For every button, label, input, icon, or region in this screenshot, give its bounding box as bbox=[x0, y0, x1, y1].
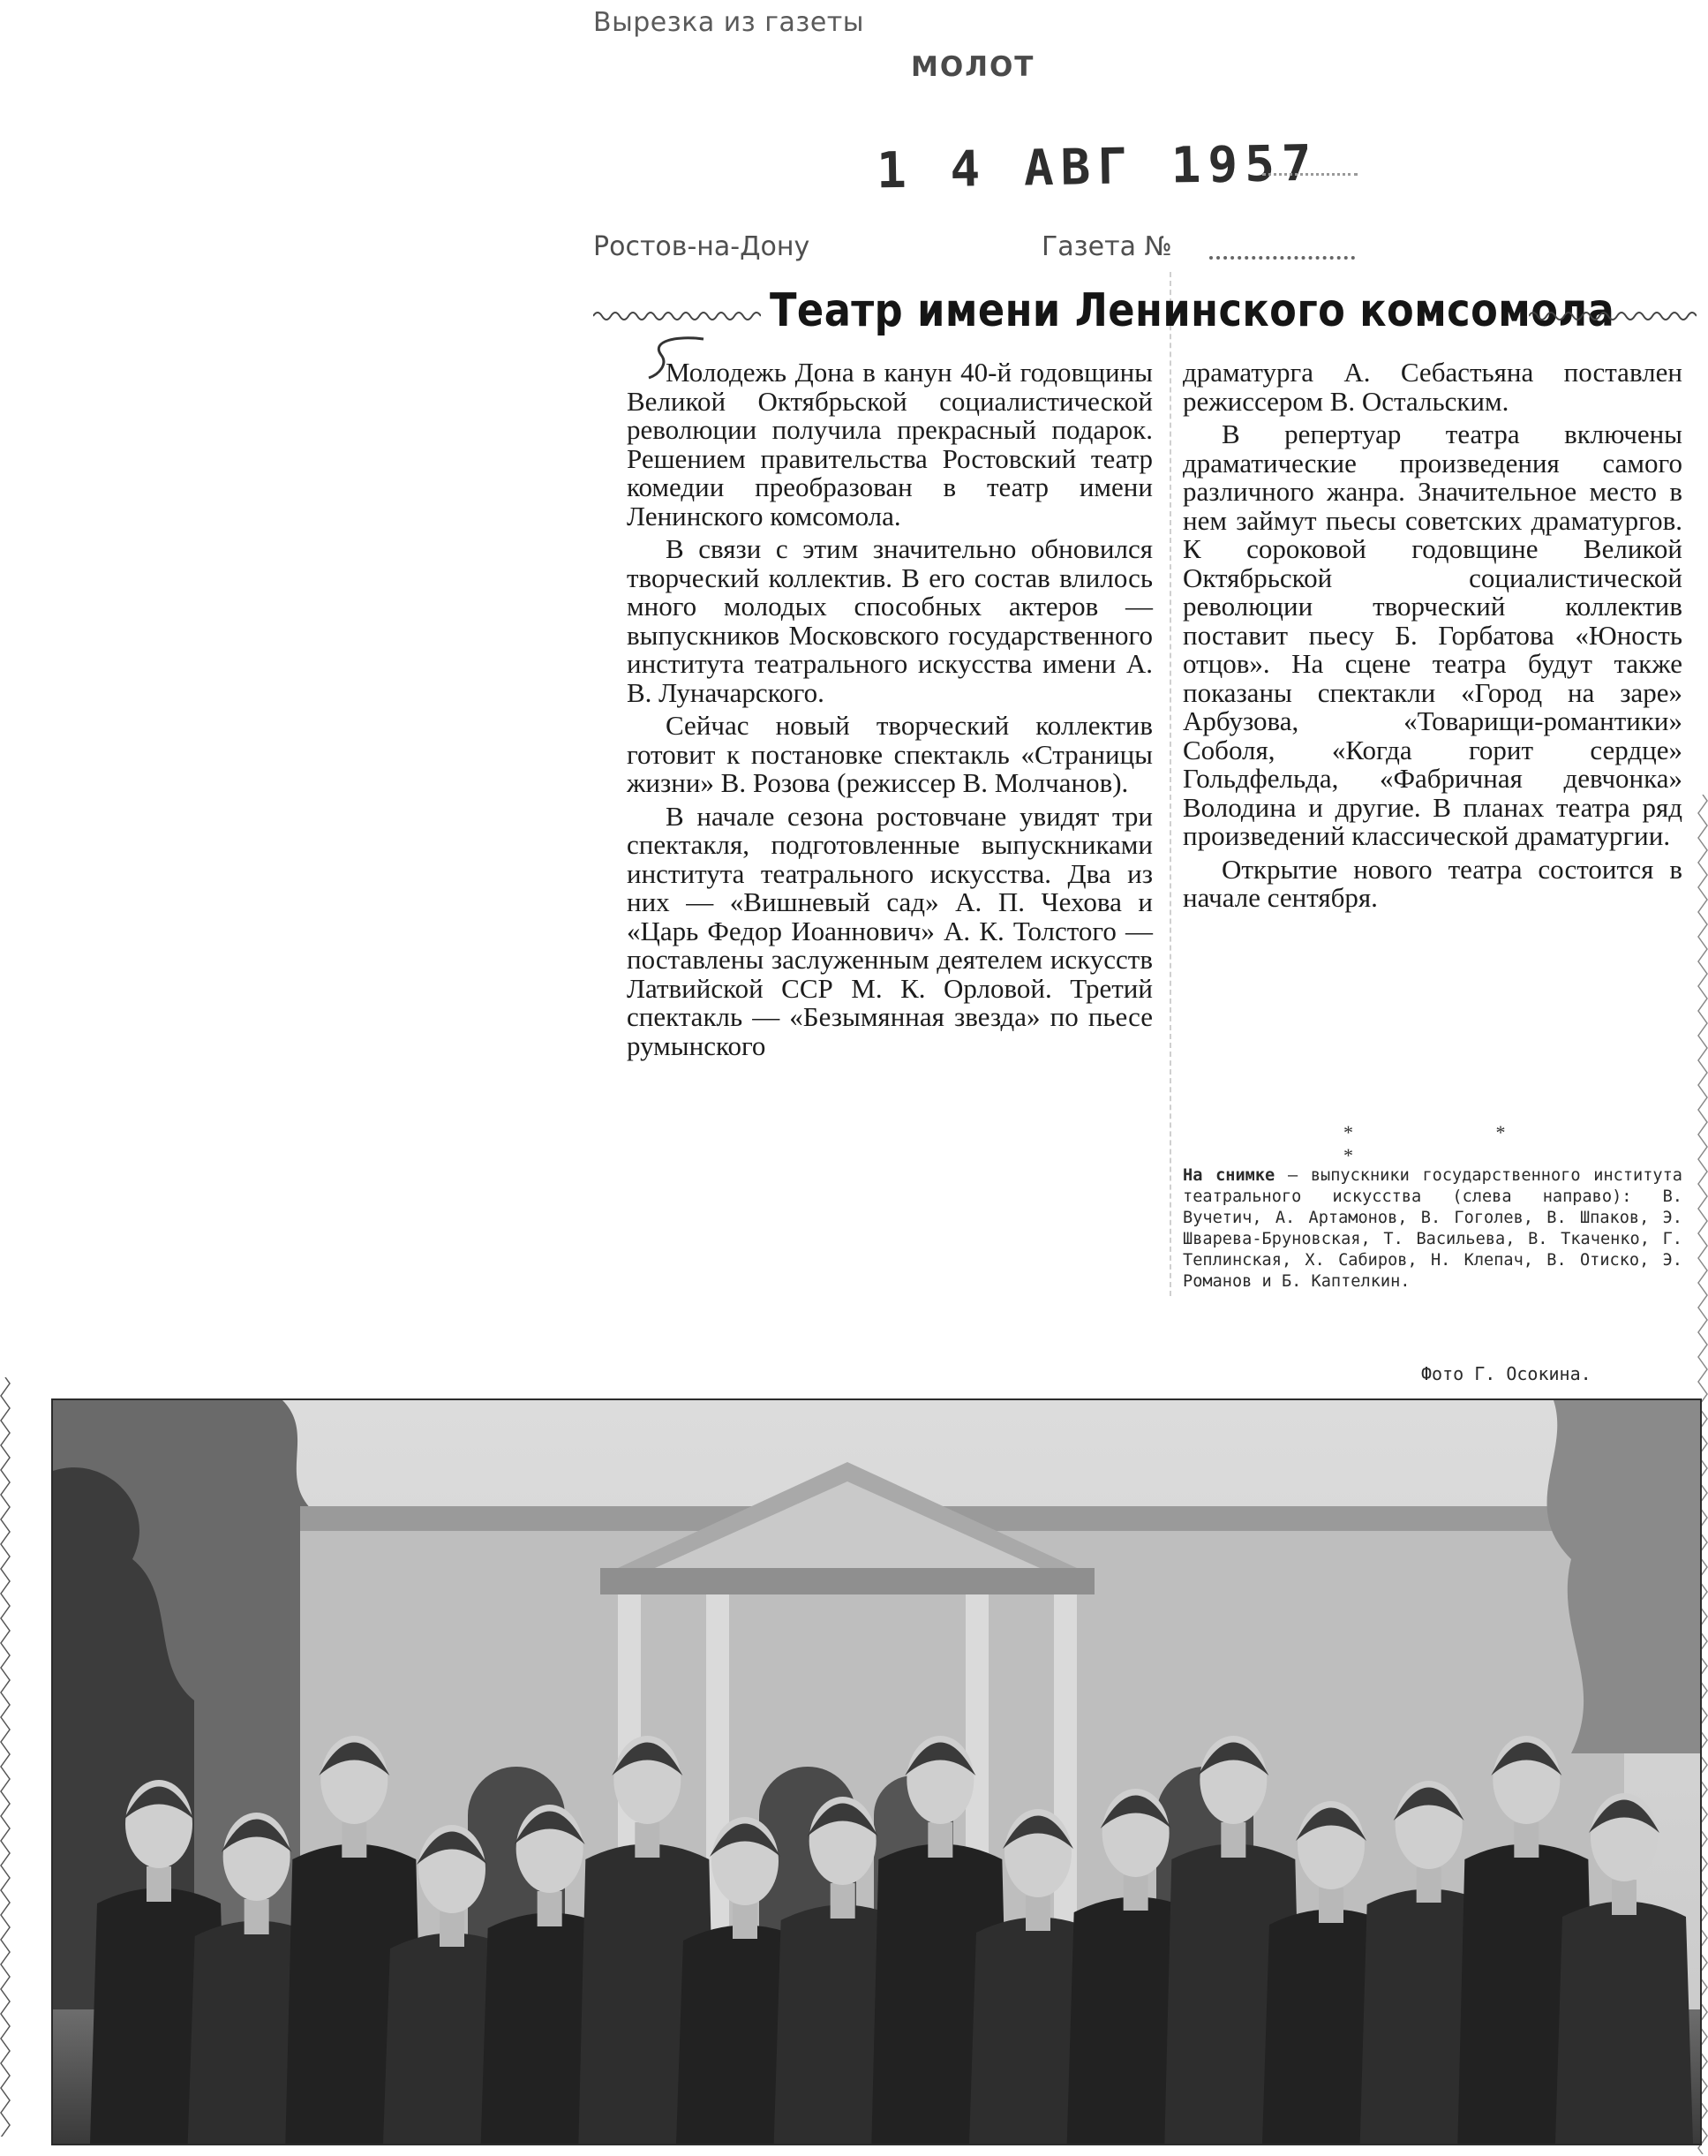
group-photograph bbox=[51, 1398, 1702, 2145]
photo-scene bbox=[53, 1400, 1700, 2144]
caption-lead: На снимке bbox=[1183, 1166, 1275, 1185]
headline-row bbox=[593, 272, 1697, 353]
section-separator: * * * bbox=[1343, 1121, 1575, 1166]
paragraph: В репертуар театра включены драматические произведения самого различного жанра. Значительное место в нем займут пьесы советских драматургов. К сороковой годовщине Великой Октябрьской социалистической революции творческий коллектив поставит пьесу Б. Горбатова «Юность отцов». На сцене театра будут также показаны спектакли «Город на заре» Арбузова, «Товарищи-романтики» Соболя, «Когда горит сердце» Гольдфельда, «Фабричная девчонка» Володина и другие. В планах театра ряд произведений классической драматургии. bbox=[1183, 418, 1682, 851]
clipping-form-label: Вырезка из газеты bbox=[593, 7, 864, 38]
issue-number-label: Газета № bbox=[1042, 231, 1172, 262]
photo-credit: Фото Г. Осокина. bbox=[1421, 1363, 1591, 1384]
article-column-2 bbox=[1183, 358, 1682, 917]
torn-edge-left bbox=[0, 1377, 11, 2137]
headline-wave-left bbox=[593, 307, 761, 325]
paragraph: Открытие нового театра состоится в начале сентября. bbox=[1183, 853, 1682, 913]
date-dotted-line bbox=[1262, 173, 1358, 176]
paragraph: Сейчас новый творческий коллектив готовит к постановке спектакль «Страницы жизни» В. Розова (режиссер В. Молчанов). bbox=[627, 710, 1153, 798]
photo-caption bbox=[1183, 1165, 1682, 1293]
city-label: Ростов-на-Дону bbox=[593, 231, 810, 262]
column-fold-line bbox=[1170, 272, 1171, 1296]
paragraph: драматурга А. Себастьяна поставлен режиссером В. Остальским. bbox=[1183, 357, 1682, 417]
newspaper-name: МОЛОТ bbox=[911, 51, 1035, 83]
caption-text: — выпускники государственного института театрального искусства (слева направо): В. Вучетич, А. Артамонов, В. Гоголев, В. Шпаков, Э. Шварева-Бруновская, Т. Васильева, В. Ткаченко, Г. Теплинская, Х. Сабиров, Н. Клепач, В. Отиско, Э. Романов и Б. Каптелкин. bbox=[1183, 1166, 1683, 1291]
paragraph: Молодежь Дона в канун 40-й годовщины Великой Октябрьской социалистической революции получила прекрасный подарок. Решением правительства Ростовский театр комедии преобразован в театр имени Ленинского комсомола. bbox=[627, 357, 1153, 531]
article-column-1 bbox=[627, 358, 1153, 1065]
newspaper-clipping bbox=[593, 272, 1697, 1384]
date-stamp: 1 4 АВГ 1957 bbox=[876, 134, 1320, 200]
headline-wave-right bbox=[1529, 307, 1697, 325]
issue-number-dotted-line bbox=[1209, 256, 1355, 260]
paragraph: В связи с этим значительно обновился творческий коллектив. В его состав влилось много молодых способных актеров — выпускников Московского государственного института театрального искусства имени А. В. Луначарского. bbox=[627, 533, 1153, 708]
article-headline: Театр имени Ленинского комсомола bbox=[770, 284, 1615, 337]
paragraph: В начале сезона ростовчане увидят три спектакля, подготовленные выпускниками института театрального искусства. Два из них — «Вишневый сад» А. П. Чехова и «Царь Федор Иоаннович» А. К. Толстого — поставлены заслуженным деятелем искусств Латвийской ССР М. К. Орловой. Третий спектакль — «Безымянная звезда» по пьесе румынского bbox=[627, 800, 1153, 1061]
